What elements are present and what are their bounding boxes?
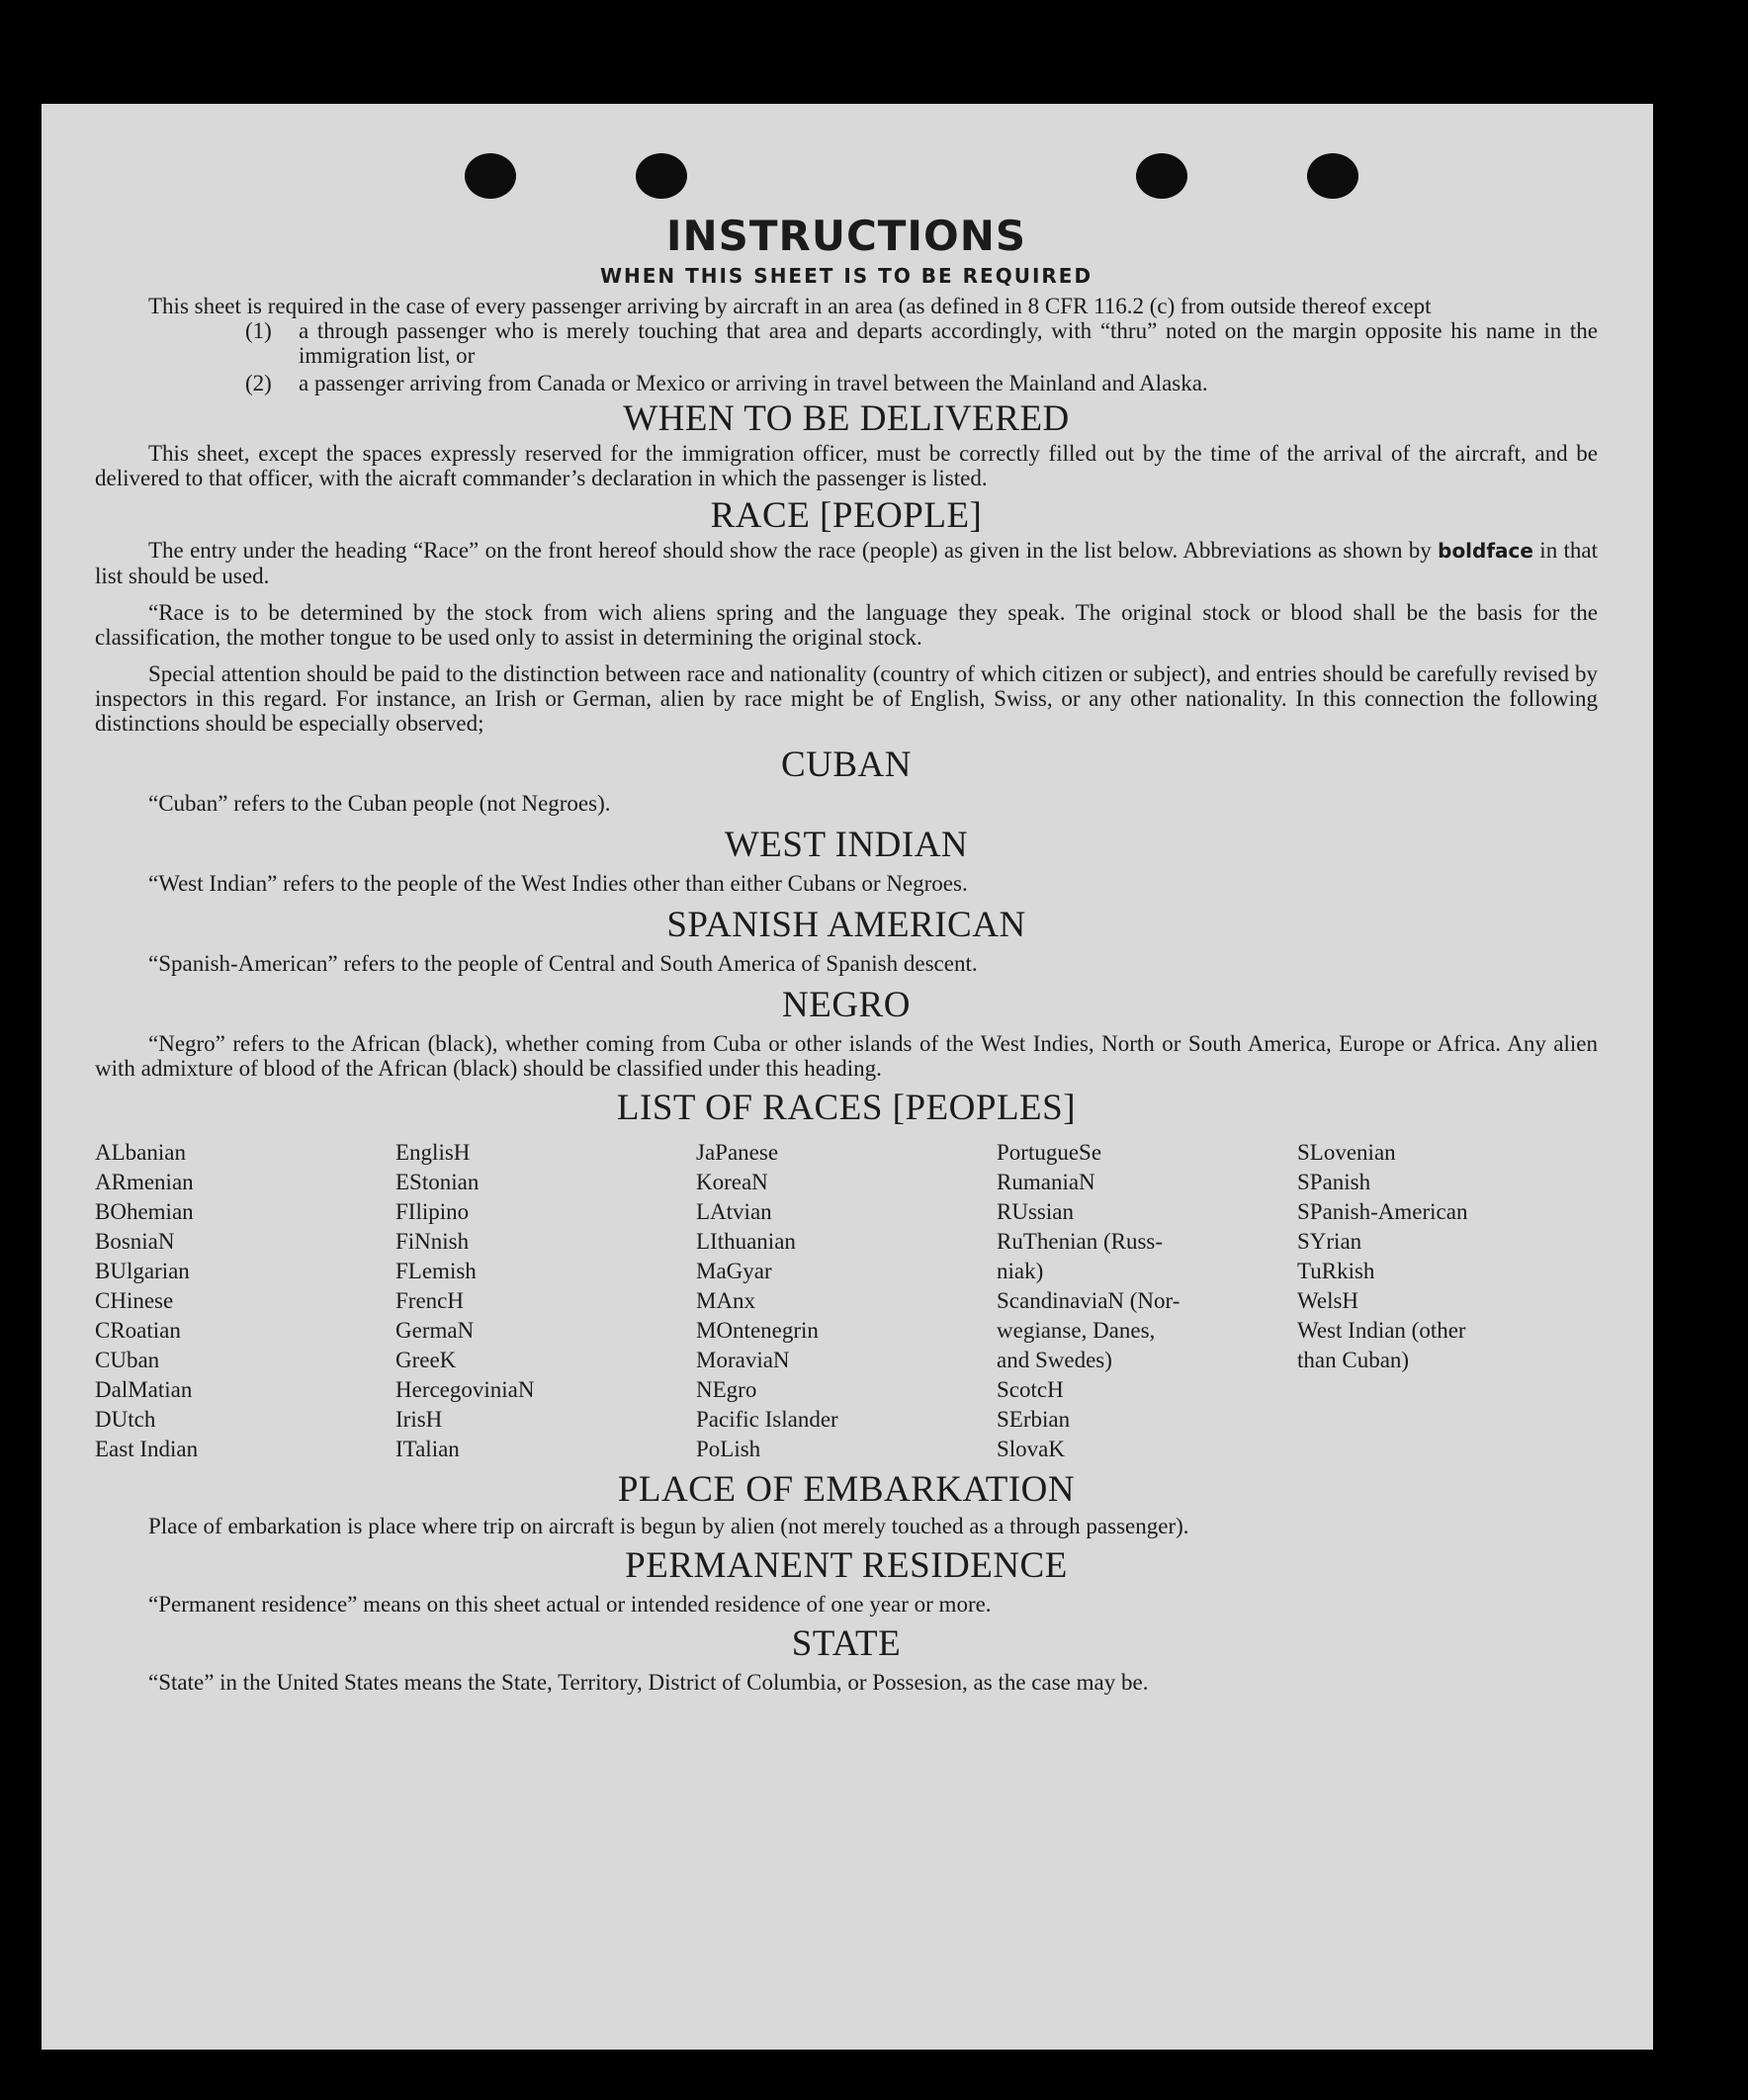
delivered-text: This sheet, except the spaces expressly reserved for the immigration officer, must be correctly filled out by the time of the arrival of the aircraft, and be delivered to that officer, with the aicraft commander’s declaration in which the passenger is listed.: [95, 441, 1598, 490]
race-item: RUssian: [997, 1199, 1074, 1224]
race-item: ScotcH: [997, 1377, 1064, 1402]
race-item: CRoatian: [95, 1318, 181, 1343]
race-item: BosniaN: [95, 1229, 175, 1254]
race-column: [997, 1138, 1297, 1464]
race-item: SPanish-American: [1297, 1199, 1468, 1224]
exception-text: a through passenger who is merely touching that area and departs accordingly, with “thru” noted on the margin opposite his name in the immigration list, or: [299, 318, 1598, 368]
cuban-text: “Cuban” refers to the Cuban people (not Negroes).: [148, 791, 611, 816]
race-item: CHinese: [95, 1288, 174, 1313]
heading-list-of-races: LIST OF RACES [PEOPLES]: [616, 1088, 1077, 1128]
race-item: PoLish: [696, 1437, 761, 1461]
race-item: GreeK: [395, 1348, 457, 1372]
sheet-content: [95, 213, 1598, 1695]
race-item: ALbanian: [95, 1140, 186, 1165]
race-item: PortugueSe: [997, 1140, 1102, 1165]
race-paragraph-3: Special attention should be paid to the distinction between race and nationality (country of which citizen or subject), and entries should be carefully revised by inspectors in this regard. For instance, an Irish or German, alien by race might be of English, Swiss, or any other nationality. In this connection the following distinctions should be especially observed;: [95, 661, 1598, 736]
race-list: [95, 1138, 1598, 1464]
race-item: SlovaK: [997, 1437, 1065, 1461]
exception-item: [245, 318, 1598, 368]
exception-text: a passenger arriving from Canada or Mexico or arriving in travel between the Mainland and Alaska.: [299, 371, 1208, 395]
heading-cuban: CUBAN: [780, 744, 913, 785]
heading-state: STATE: [791, 1623, 902, 1664]
punch-hole: [636, 153, 687, 199]
heading-negro: NEGRO: [782, 985, 911, 1025]
race-item: MOntenegrin: [696, 1318, 819, 1343]
race-item: West Indian (other than Cuban): [1297, 1318, 1466, 1372]
race-column: [95, 1138, 395, 1464]
race-item: East Indian: [95, 1437, 199, 1461]
race-item: HercegoviniaN: [395, 1377, 535, 1402]
race-item: WelsH: [1297, 1288, 1359, 1313]
race-item: LAtvian: [696, 1199, 772, 1224]
race-item: BOhemian: [95, 1199, 194, 1224]
race-item: Pacific Islander: [696, 1407, 838, 1432]
race-item: RumaniaN: [997, 1170, 1095, 1194]
race-item: ARmenian: [95, 1170, 194, 1194]
west-indian-text: “West Indian” refers to the people of the West Indies other than either Cubans or Negroes.: [148, 871, 968, 896]
race-item: CUban: [95, 1348, 160, 1372]
heading-race: RACE [PEOPLE]: [710, 495, 983, 536]
race-item: DalMatian: [95, 1377, 193, 1402]
race-item: BUlgarian: [95, 1259, 190, 1283]
embarkation-text: Place of embarkation is place where trip on aircraft is begun by alien (not merely touched as a through passenger).: [148, 1514, 1189, 1538]
race-item: SErbian: [997, 1407, 1071, 1432]
race-item: SLovenian: [1297, 1140, 1396, 1165]
race-item: FrencH: [395, 1288, 464, 1313]
required-intro: This sheet is required in the case of every passenger arriving by aircraft in an area (as defined in 8 CFR 116.2 (c) from outside thereof except: [148, 294, 1432, 318]
heading-spanish-american: SPANISH AMERICAN: [666, 905, 1026, 945]
race-column: [395, 1138, 696, 1464]
race-item: FiNnish: [395, 1229, 470, 1254]
negro-text: “Negro” refers to the African (black), whether coming from Cuba or other islands of the West Indies, North or South America, Europe or Africa. Any alien with admixture of blood of the African (black) should be classified under this heading.: [95, 1031, 1598, 1081]
race-item: SYrian: [1297, 1229, 1362, 1254]
race-column: [1297, 1138, 1598, 1464]
state-text: “State” in the United States means the State, Territory, District of Columbia, or Possesion, as the case may be.: [148, 1670, 1149, 1695]
exception-number: (1): [245, 318, 272, 343]
race-item: FLemish: [395, 1259, 477, 1283]
punch-hole: [1136, 153, 1187, 199]
race-item: GermaN: [395, 1318, 475, 1343]
heading-west-indian: WEST INDIAN: [724, 825, 969, 865]
punch-hole: [465, 153, 516, 199]
race-item: MaGyar: [696, 1259, 772, 1283]
exception-item: [245, 371, 1598, 395]
race-item: FIlipino: [395, 1199, 470, 1224]
section-subtitle: WHEN THIS SHEET IS TO BE REQUIRED: [599, 264, 1093, 288]
race-item: ITalian: [395, 1437, 460, 1461]
race-item: LIthuanian: [696, 1229, 796, 1254]
race-item: SPanish: [1297, 1170, 1371, 1194]
race-item: ScandinaviaN (Nor- wegianse, Danes, and Swedes): [997, 1288, 1180, 1372]
race-p1-bold: boldface: [1438, 539, 1533, 563]
race-item: MoraviaN: [696, 1348, 790, 1372]
heading-delivered: WHEN TO BE DELIVERED: [623, 398, 1070, 439]
race-p1-end: in that list should be used.: [95, 538, 1598, 588]
race-item: IrisH: [395, 1407, 443, 1432]
heading-embarkation: PLACE OF EMBARKATION: [617, 1469, 1076, 1510]
race-item: MAnx: [696, 1288, 756, 1313]
residence-text: “Permanent residence” means on this sheet actual or intended residence of one year or more.: [148, 1592, 992, 1617]
race-item: DUtch: [95, 1407, 156, 1432]
race-paragraph-2: “Race is to be determined by the stock from wich aliens spring and the language they speak. The original stock or blood shall be the basis for the classification, the mother tongue to be used only to assist in determining the original stock.: [95, 600, 1598, 650]
punch-hole: [1307, 153, 1358, 199]
race-item: RuThenian (Russ- niak): [997, 1229, 1164, 1283]
race-item: EnglisH: [395, 1140, 471, 1165]
heading-residence: PERMANENT RESIDENCE: [625, 1545, 1068, 1586]
race-item: EStonian: [395, 1170, 480, 1194]
exception-number: (2): [245, 371, 272, 395]
page-title: INSTRUCTIONS: [665, 212, 1027, 260]
race-item: KoreaN: [696, 1170, 768, 1194]
race-paragraph-1: [95, 538, 1598, 588]
race-p1-start: The entry under the heading “Race” on the front hereof should show the race (people) as given in the list below. Abbreviations as shown by: [148, 538, 1439, 563]
race-item: NEgro: [696, 1377, 757, 1402]
race-item: JaPanese: [696, 1140, 779, 1165]
instruction-sheet: [42, 104, 1653, 2050]
spanish-american-text: “Spanish-American” refers to the people of Central and South America of Spanish descent.: [148, 951, 978, 976]
race-item: TuRkish: [1297, 1259, 1375, 1283]
race-column: [696, 1138, 997, 1464]
